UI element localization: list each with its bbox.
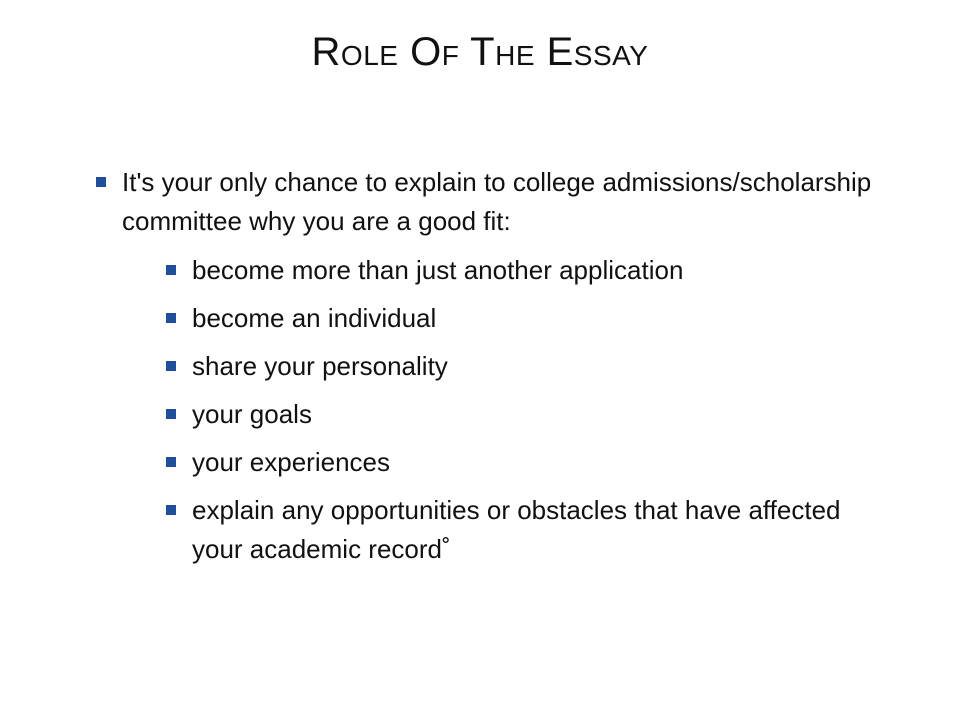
square-bullet-icon	[166, 409, 176, 419]
square-bullet-icon	[96, 177, 106, 187]
sub-bullet-item	[166, 251, 886, 290]
sub-bullet-text: your goals	[192, 399, 312, 429]
slide-content	[0, 163, 960, 569]
square-bullet-icon	[166, 457, 176, 467]
bullet-item-main	[96, 163, 886, 241]
sub-bullet-item	[166, 395, 886, 434]
bullet-text: It's your only chance to explain to college admissions/scholarship committee why you are a good fit:	[122, 167, 872, 236]
square-bullet-icon	[166, 505, 176, 515]
sub-bullet-text: share your personality	[192, 351, 448, 381]
slide-title: Role Of The Essay	[311, 30, 649, 74]
sub-bullet-item	[166, 443, 886, 482]
sub-bullet-text: your experiences	[192, 447, 390, 477]
square-bullet-icon	[166, 265, 176, 275]
sub-bullet-text: become an individual	[192, 303, 437, 333]
square-bullet-icon	[166, 361, 176, 371]
sub-bullet-text: explain any opportunities or obstacles that have affected your academic record˚	[192, 495, 841, 564]
square-bullet-icon	[166, 313, 176, 323]
sub-bullet-item	[166, 299, 886, 338]
sub-bullet-item	[166, 491, 886, 569]
sub-bullet-text: become more than just another application	[192, 255, 684, 285]
sub-bullet-item	[166, 347, 886, 386]
